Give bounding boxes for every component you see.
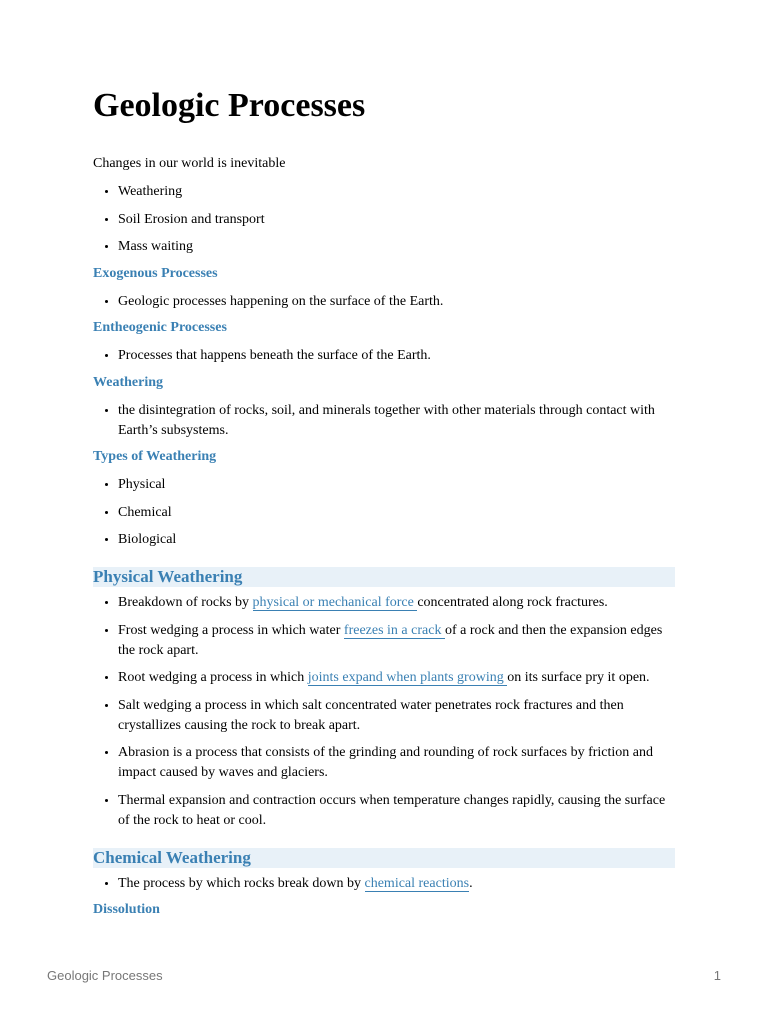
list-item: • the disintegration of rocks, soil, and minerals together with other materials through contact with Earth’s subsystems. (118, 401, 675, 441)
intro-list (93, 182, 675, 257)
item-text: of a rock and then the expansion edges the rock apart. (118, 622, 663, 658)
joints-expand-link[interactable]: joints expand when plants growing (307, 670, 508, 685)
list-item: • Thermal expansion and contraction occurs when temperature changes rapidly, causing the surface of the rock to heat or cool. (118, 791, 675, 831)
page-number: 1 (713, 968, 721, 983)
weathering-list (93, 401, 675, 441)
list-item: • Mass waiting (118, 237, 675, 257)
types-list (93, 475, 675, 550)
chemical-reactions-link[interactable]: chemical reactions (364, 875, 470, 891)
list-item: • Chemical (118, 503, 675, 523)
section-heading-chemical: Chemical Weathering (93, 848, 675, 868)
list-item (118, 621, 675, 661)
list-item: • Processes that happens beneath the surface of the Earth. (118, 346, 675, 366)
entheogenic-list (93, 346, 675, 366)
chemical-list (93, 874, 675, 894)
subheading-types: Types of Weathering (93, 449, 217, 464)
item-text: Root wedging a process in which (118, 670, 308, 685)
list-item: • Biological (118, 530, 675, 550)
section-heading-physical: Physical Weathering (93, 567, 675, 587)
subheading-dissolution: Dissolution (93, 902, 160, 917)
item-text: Breakdown of rocks by (118, 595, 253, 610)
page-title: Geologic Processes (93, 87, 366, 124)
subheading-weathering: Weathering (93, 374, 163, 390)
item-text: The process by which rocks break down by (118, 875, 365, 891)
subheading-entheogenic: Entheogenic Processes (93, 320, 227, 335)
subheading-exogenous: Exogenous Processes (93, 265, 218, 281)
list-item: • Weathering (118, 182, 675, 202)
exogenous-list (93, 292, 675, 312)
document-page (93, 86, 675, 928)
physical-force-link[interactable]: physical or mechanical force (252, 595, 418, 610)
intro-text: Changes in our world is inevitable (93, 156, 286, 171)
footer-title: Geologic Processes (47, 968, 163, 983)
list-item: • Geologic processes happening on the surface of the Earth. (118, 292, 675, 312)
list-item (118, 668, 675, 688)
freezes-link[interactable]: freezes in a crack (343, 622, 445, 638)
item-text: on its surface pry it open. (507, 670, 650, 685)
physical-list (93, 593, 675, 831)
item-text: Frost wedging a process in which water (118, 622, 344, 638)
list-item: • Salt wedging a process in which salt concentrated water penetrates rock fractures and then crystallizes causing the rock to break apart. (118, 696, 675, 736)
list-item: • Physical (118, 475, 675, 495)
list-item: • Abrasion is a process that consists of the grinding and rounding of rock surfaces by friction and impact caused by waves and glaciers. (118, 743, 675, 783)
item-text: concentrated along rock fractures. (417, 595, 608, 610)
list-item: • Soil Erosion and transport (118, 210, 675, 230)
list-item (118, 874, 675, 894)
item-text: . (469, 875, 473, 891)
list-item (118, 593, 675, 613)
